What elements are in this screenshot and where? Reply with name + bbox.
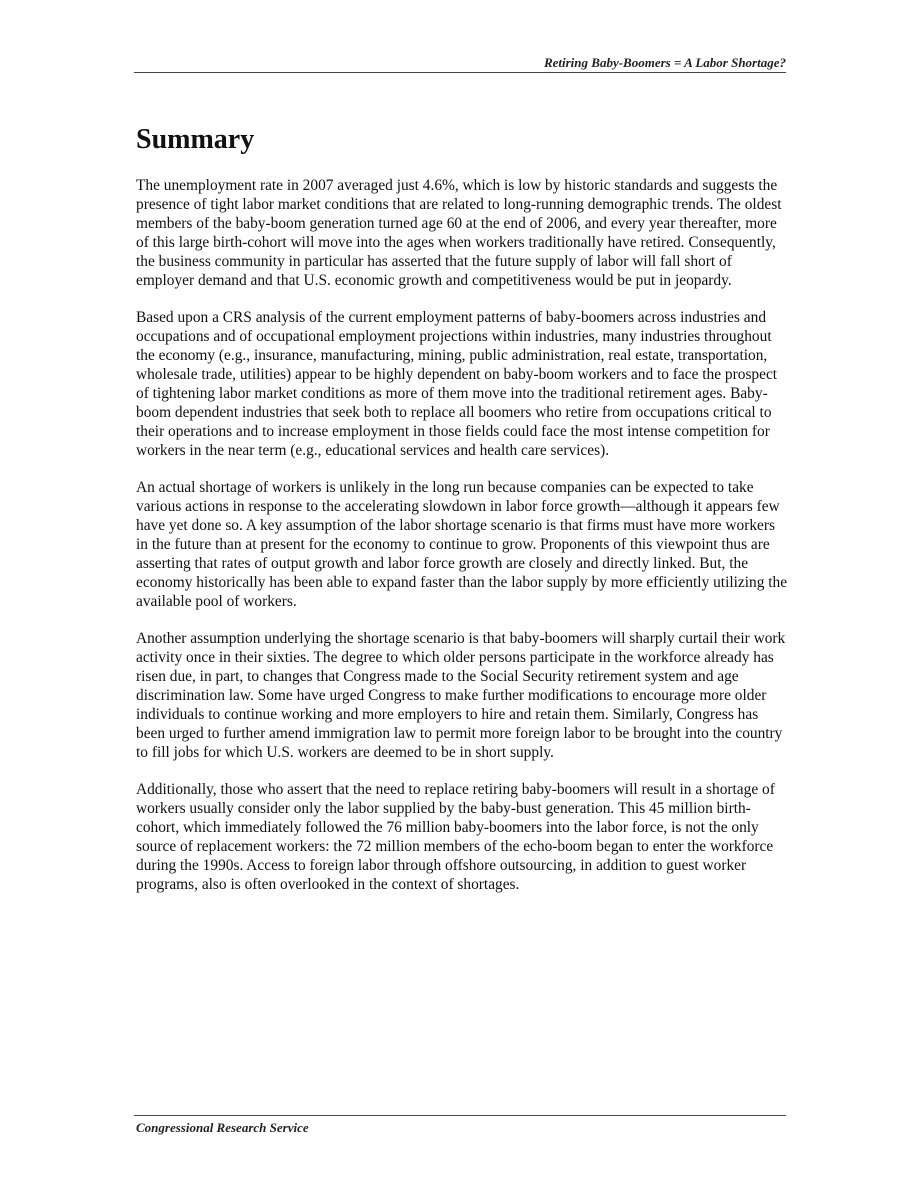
summary-paragraph-3: An actual shortage of workers is unlikely in the long run because companies can be expected to take various actions in response to the accelerating slowdown in labor force growth—although it appears few have yet done so. A key assumption of the labor shortage scenario is that firms must have more workers in the future than at present for the economy to continue to grow. Proponents of this viewpoint thus are asserting that rates of output growth and labor force growth are closely and directly linked. But, the economy historically has been able to expand faster than the labor supply by more efficiently utilizing the available pool of workers.	[136, 479, 788, 610]
summary-body	[136, 176, 788, 912]
summary-paragraph-4: Another assumption underlying the shortage scenario is that baby-boomers will sharply curtail their work activity once in their sixties. The degree to which older persons participate in the workforce already has risen due, in part, to changes that Congress made to the Social Security retirement system and age discrimination law. Some have urged Congress to make further modifications to encourage more older individuals to continue working and more employers to hire and retain them. Similarly, Congress has been urged to further amend immigration law to permit more foreign labor to be brought into the country to fill jobs for which U.S. workers are deemed to be in short supply.	[136, 630, 786, 761]
running-header-title: Retiring Baby-Boomers = A Labor Shortage?	[543, 55, 786, 70]
footer-organization: Congressional Research Service	[136, 1120, 309, 1135]
page-title: Summary	[136, 124, 255, 155]
summary-paragraph-2: Based upon a CRS analysis of the current employment patterns of baby-boomers across industries and occupations and of occupational employment projections within industries, many industries throughout the economy (e.g., insurance, manufacturing, mining, public administration, real estate, transportation, wholesale trade, utilities) appear to be highly dependent on baby-boom workers and to face the prospect of tightening labor market conditions as more of them move into the traditional retirement ages. Baby-boom dependent industries that seek both to replace all boomers who retire from occupations critical to their operations and to increase employment in those fields could face the most intense competition for workers in the near term (e.g., educational services and health care services).	[136, 309, 778, 459]
footer-divider	[134, 1115, 786, 1116]
header-divider	[134, 72, 786, 73]
summary-paragraph-5: Additionally, those who assert that the need to replace retiring baby-boomers will result in a shortage of workers usually consider only the labor supplied by the baby-bust generation. This 45 million birth-cohort, which immediately followed the 76 million baby-boomers into the labor force, is not the only source of replacement workers: the 72 million members of the echo-boom began to enter the workforce during the 1990s. Access to foreign labor through offshore outsourcing, in addition to guest worker programs, also is often overlooked in the context of shortages.	[136, 781, 775, 893]
summary-paragraph-1: The unemployment rate in 2007 averaged just 4.6%, which is low by historic standards and suggests the presence of tight labor market conditions that are related to long-running demographic trends. The oldest members of the baby-boom generation turned age 60 at the end of 2006, and every year thereafter, more of this large birth-cohort will move into the ages when workers traditionally have retired. Consequently, the business community in particular has asserted that the future supply of labor will fall short of employer demand and that U.S. economic growth and competitiveness would be put in jeopardy.	[136, 177, 782, 289]
